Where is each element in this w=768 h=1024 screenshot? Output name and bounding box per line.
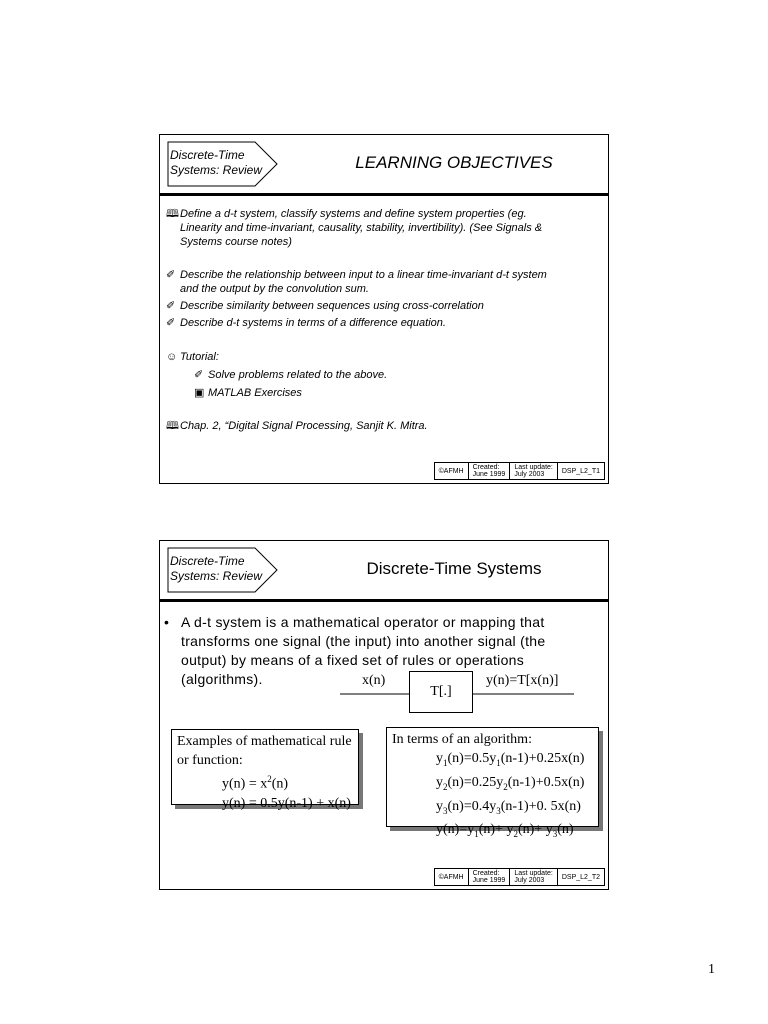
slide-discrete-time-systems [159, 540, 609, 890]
algorithm-box [386, 727, 599, 840]
slide-header [160, 541, 608, 602]
slide-learning-objectives [159, 134, 609, 484]
equation: y(n) = 0.5y(n-1) + x(n) [222, 795, 351, 811]
objective-item [166, 316, 600, 330]
reference-text: Chap. 2, “Digital Signal Processing, Sanjit K. Mitra. [180, 420, 428, 432]
objective-text: Describe the relationship between input to a linear time-invariant d-t system [180, 269, 547, 281]
equation: $y_2(n)=0.25y_2(n-1)+0.5x(n)$ [436, 774, 585, 792]
pencil-icon: ✐ [166, 317, 176, 329]
footer-owner: ©AFMH [438, 467, 464, 475]
objective-text: Describe similarity between sequences using cross-correlation [180, 300, 484, 312]
objective-text: Systems course notes) [180, 236, 292, 248]
bullet-dot: • [164, 614, 170, 630]
slide-header [160, 135, 608, 196]
algorithm-heading: In terms of an algorithm: [392, 732, 532, 747]
tutorial-item: MATLAB Exercises [208, 387, 302, 399]
equation: $y_3(n)=0.4y_3(n-1)+0$. 5x(n) [436, 798, 581, 816]
footer-owner: ©AFMH [438, 873, 464, 881]
section-tag [167, 141, 277, 185]
footer-created: Created: June 1999 [468, 869, 510, 885]
objective-text: and the output by the convolution sum. [180, 283, 369, 295]
objective-text: Describe d-t systems in terms of a difference equation. [180, 317, 446, 329]
tag-line-1: Discrete-Time [170, 148, 245, 162]
smiley-icon: ☺ [166, 351, 178, 363]
objective-item [166, 299, 600, 313]
footer-updated: Last update: July 2003 [509, 463, 557, 479]
tutorial-label: Tutorial: [180, 351, 219, 363]
bullet-line: (algorithms). [181, 671, 263, 687]
footer-code: DSP_L2_T1 [557, 463, 604, 479]
slide-footer [434, 868, 605, 886]
bullet-line: transforms one signal (the input) into another signal (the [181, 633, 546, 649]
objective-item [166, 207, 600, 249]
tutorial-item: Solve problems related to the above. [208, 369, 388, 381]
objective-text: Linearity and time-invariant, causality, stability, invertibility). (See Signals & [180, 222, 543, 234]
input-arrow [340, 690, 410, 698]
tag-line-2: Systems: Review [170, 163, 263, 177]
tag-line-1: Discrete-Time [170, 554, 245, 568]
book-icon: 🕮 [166, 420, 179, 432]
pencil-icon: ✐ [166, 269, 176, 281]
footer-code: DSP_L2_T2 [557, 869, 604, 885]
output-arrow [473, 690, 575, 698]
computer-icon: ▣ [194, 387, 205, 399]
footer-updated: Last update: July 2003 [509, 869, 557, 885]
reference-item [166, 419, 600, 433]
footer-created: Created: June 1999 [468, 463, 510, 479]
bullet-line: A d-t system is a mathematical operator or mapping that [181, 614, 545, 630]
section-tag [167, 547, 277, 591]
slide-title: LEARNING OBJECTIVES [355, 153, 553, 172]
slide-footer [434, 462, 605, 480]
pencil-icon: ✐ [194, 369, 204, 381]
examples-heading: or function: [177, 753, 243, 768]
diagram-output-label: y(n)=T[x(n)] [486, 673, 559, 688]
page-number: 1 [708, 962, 715, 977]
operator-block: T[.] [409, 671, 473, 713]
objective-text: Define a d-t system, classify systems and define system properties (eg. [180, 208, 527, 220]
objective-item [166, 268, 600, 296]
equation: $y(n)=y_1(n)+ y_2(n)+ y_3(n)$ [436, 822, 574, 840]
examples-box [171, 729, 359, 811]
examples-heading: Examples of mathematical rule [177, 734, 352, 749]
pencil-icon: ✐ [166, 300, 176, 312]
tutorial-section [166, 350, 600, 400]
bullet-line: output) by means of a fixed set of rules or operations [181, 652, 525, 668]
equation: $y_1(n)=0.5y_1(n-1)+0.25x(n)$ [436, 751, 585, 768]
equation: $y(n) = x^2(n)$ [222, 774, 289, 792]
diagram-input-label: x(n) [362, 673, 386, 688]
tag-line-2: Systems: Review [170, 569, 263, 583]
slide-title: Discrete-Time Systems [366, 559, 542, 578]
book-icon: 🕮 [166, 208, 179, 220]
